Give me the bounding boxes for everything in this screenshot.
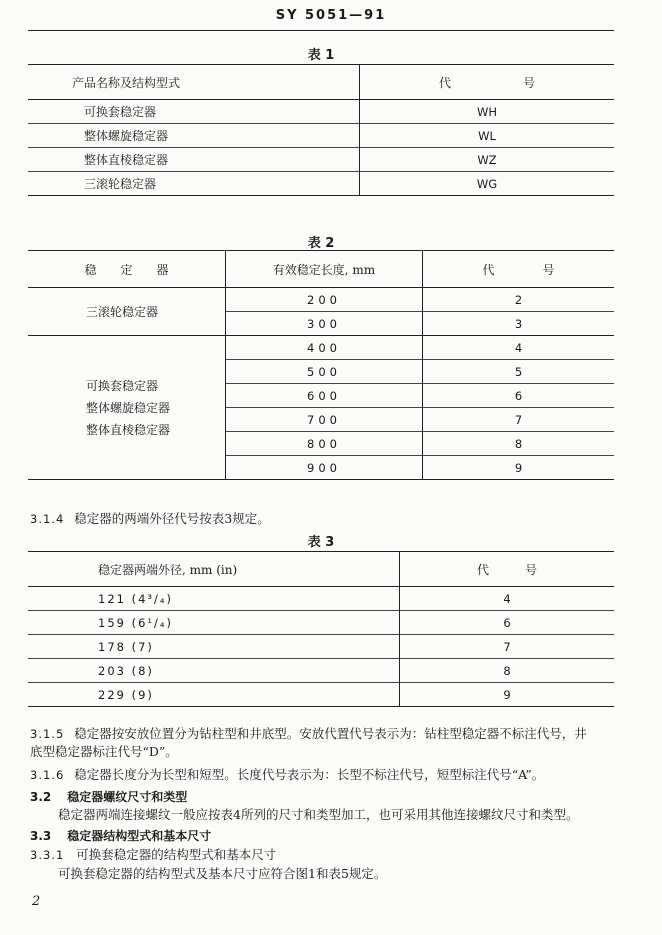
table3-code: 8: [503, 663, 511, 678]
table2-length: 500: [226, 360, 423, 384]
table1-row-code: WL: [478, 128, 496, 143]
clause-number: 3.1.6: [30, 768, 65, 782]
clause-text: 底型稳定器标注代号“D”。: [30, 744, 178, 759]
clause-3-3-1-text: 可换套稳定器的结构型式及基本尺寸应符合图1和表5规定。: [58, 866, 387, 881]
section-number: 3.2: [30, 790, 52, 804]
table2-head-length: 有效稳定长度, mm: [226, 251, 423, 288]
table2-group2-item: 整体螺旋稳定器: [86, 400, 171, 415]
table2-code: 7: [514, 412, 523, 427]
table2-code: 6: [514, 388, 523, 403]
table2-code: 2: [514, 292, 523, 307]
table1-row-code: WH: [476, 104, 498, 119]
table2-group2: [28, 336, 226, 480]
section-title: 稳定器螺纹尺寸和类型: [67, 790, 188, 804]
table3-diameter: 203 (8): [28, 659, 400, 683]
clause-3-1-6: [30, 766, 544, 784]
table3-head-diameter: 稳定器两端外径, mm (in): [28, 552, 400, 587]
clause-title: 可换套稳定器的结构型式和基本尺寸: [76, 847, 277, 862]
clause-text: 稳定器长度分为长型和短型。长度代号表示为：长型不标注代号，短型标注代号“A”。: [74, 767, 545, 782]
clause-3-3-1-heading: [30, 846, 276, 864]
table3-diameter: 159 (6¹/₄): [28, 611, 400, 635]
clause-number: 3.3.1: [30, 848, 65, 862]
table3: [28, 551, 614, 707]
table2-code: 3: [514, 316, 523, 331]
table3-head-code: 代 号: [476, 562, 537, 577]
table1-row-code: WZ: [477, 152, 497, 167]
table1-row-name: 整体直棱稳定器: [28, 148, 360, 172]
table2-head-code: 代 号: [482, 262, 555, 277]
table1-row-name: 三滚轮稳定器: [28, 172, 360, 196]
table2-group2-item: 可换套稳定器: [86, 378, 159, 393]
table1-row-code: WG: [476, 176, 498, 191]
table2-code: 9: [514, 460, 523, 475]
table2-head-stabilizer: 稳 定 器: [28, 251, 226, 288]
table2-length: 400: [226, 336, 423, 360]
clause-3-1-5: [30, 725, 636, 761]
table2-group2-item: 整体直棱稳定器: [86, 422, 171, 437]
table3-code: 4: [503, 591, 511, 606]
top-rule: [28, 30, 614, 31]
clause-number: 3.1.4: [30, 512, 65, 526]
table2-length: 200: [226, 288, 423, 312]
table2-code: 4: [514, 340, 523, 355]
table3-diameter: 121 (4³/₄): [28, 587, 400, 611]
table1-caption: 表 1: [307, 48, 335, 63]
table1-head-code: 代 号: [438, 75, 535, 90]
section-number: 3.3: [30, 829, 52, 843]
table1-row-name: 整体螺旋稳定器: [28, 124, 360, 148]
table2: [28, 250, 614, 480]
table2-length: 300: [226, 312, 423, 336]
clause-3-1-4: [30, 510, 270, 528]
table3-diameter: 178 (7): [28, 635, 400, 659]
table3-code: 9: [503, 687, 511, 702]
page-number: 2: [32, 894, 41, 909]
clause-text: 稳定器按安放位置分为钻柱型和井底型。安放代置代号表示为：钻柱型稳定器不标注代号，井: [74, 726, 587, 741]
table1: [28, 64, 614, 196]
table1-head-name: 产品名称及结构型式: [28, 65, 360, 100]
document-header: SY 5051—91: [275, 8, 387, 23]
table1-row-name: 可换套稳定器: [28, 100, 360, 124]
table2-length: 900: [226, 456, 423, 480]
table2-length: 600: [226, 384, 423, 408]
table2-length: 700: [226, 408, 423, 432]
table2-caption: 表 2: [307, 236, 335, 251]
table2-length: 800: [226, 432, 423, 456]
section-title: 稳定器结构型式和基本尺寸: [67, 829, 212, 843]
table3-diameter: 229 (9): [28, 683, 400, 707]
table3-code: 7: [503, 639, 511, 654]
table2-code: 8: [514, 436, 523, 451]
table2-code: 5: [514, 364, 523, 379]
section-3-2-heading: [30, 788, 187, 806]
clause-text: 稳定器的两端外径代号按表3规定。: [74, 511, 270, 526]
section-3-3-heading: [30, 827, 211, 845]
table3-code: 6: [503, 615, 511, 630]
table3-caption: 表 3: [307, 535, 335, 550]
table2-group1: 三滚轮稳定器: [28, 288, 226, 336]
clause-number: 3.1.5: [30, 727, 65, 741]
section-3-2-text: 稳定器两端连接螺纹一般应按表4所列的尺寸和类型加工，也可采用其他连接螺纹尺寸和类型。: [58, 807, 579, 822]
